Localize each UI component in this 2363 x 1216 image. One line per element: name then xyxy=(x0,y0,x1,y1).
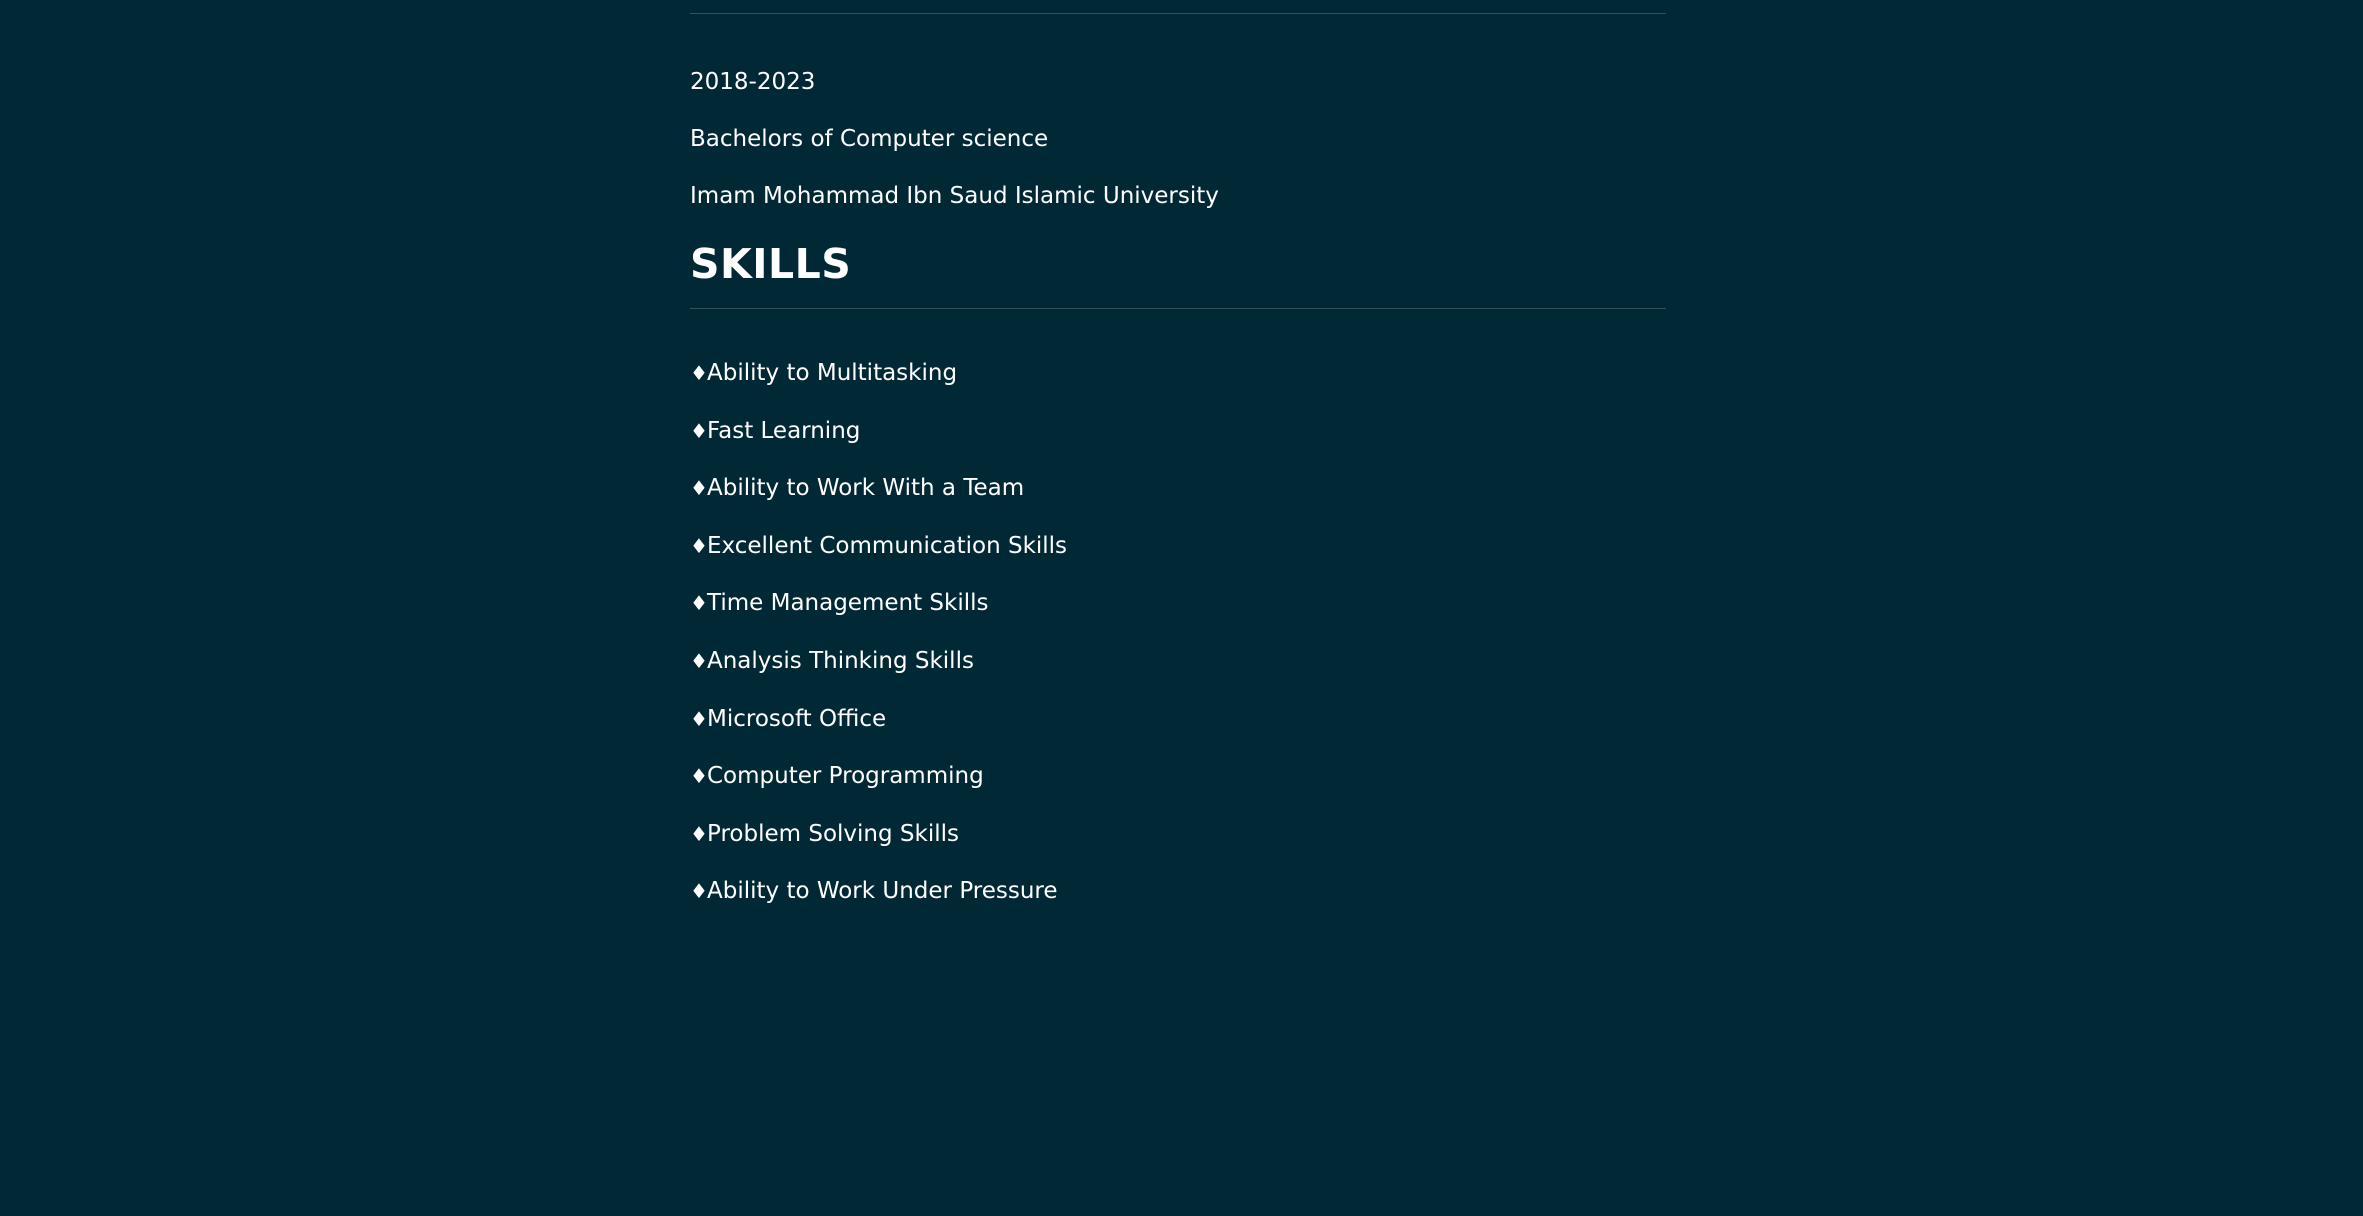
skills-divider xyxy=(690,308,1666,309)
diamond-bullet-icon: ♦ xyxy=(690,476,708,501)
diamond-bullet-icon: ♦ xyxy=(690,879,708,904)
skill-label: Time Management Skills xyxy=(707,590,989,617)
skill-label: Computer Programming xyxy=(707,763,984,790)
skill-item xyxy=(690,590,1666,617)
skill-label: Microsoft Office xyxy=(707,705,887,732)
resume-content xyxy=(690,0,1666,936)
diamond-bullet-icon: ♦ xyxy=(690,821,708,846)
skill-item xyxy=(690,821,1666,848)
diamond-bullet-icon: ♦ xyxy=(690,418,708,443)
diamond-bullet-icon: ♦ xyxy=(690,706,708,731)
education-degree: Bachelors of Computer science xyxy=(690,126,1049,152)
education-entry xyxy=(690,69,1666,210)
diamond-bullet-icon: ♦ xyxy=(690,764,708,789)
skill-label: Ability to Work With a Team xyxy=(707,475,1025,502)
skills-list xyxy=(690,360,1666,905)
skill-label: Ability to Multitasking xyxy=(707,360,958,386)
education-divider xyxy=(690,13,1666,14)
skill-item xyxy=(690,475,1666,502)
skill-item xyxy=(690,763,1666,790)
diamond-bullet-icon: ♦ xyxy=(690,591,708,616)
skill-item xyxy=(690,533,1666,560)
skill-item xyxy=(690,706,1666,733)
skill-label: Excellent Communication Skills xyxy=(707,532,1068,559)
diamond-bullet-icon: ♦ xyxy=(690,648,708,673)
skill-item xyxy=(690,878,1666,905)
skill-label: Problem Solving Skills xyxy=(707,820,959,847)
skill-label: Fast Learning xyxy=(707,417,861,444)
diamond-bullet-icon: ♦ xyxy=(690,361,708,385)
diamond-bullet-icon: ♦ xyxy=(690,533,708,558)
skills-heading: SKILLS xyxy=(690,240,852,288)
skill-label: Ability to Work Under Pressure xyxy=(707,878,1058,905)
skill-label: Analysis Thinking Skills xyxy=(707,647,974,674)
education-university: Imam Mohammad Ibn Saud Islamic University xyxy=(690,183,1219,209)
skill-item xyxy=(690,418,1666,445)
skill-item xyxy=(690,360,1666,387)
education-years: 2018-2023 xyxy=(690,69,816,95)
skill-item xyxy=(690,648,1666,675)
